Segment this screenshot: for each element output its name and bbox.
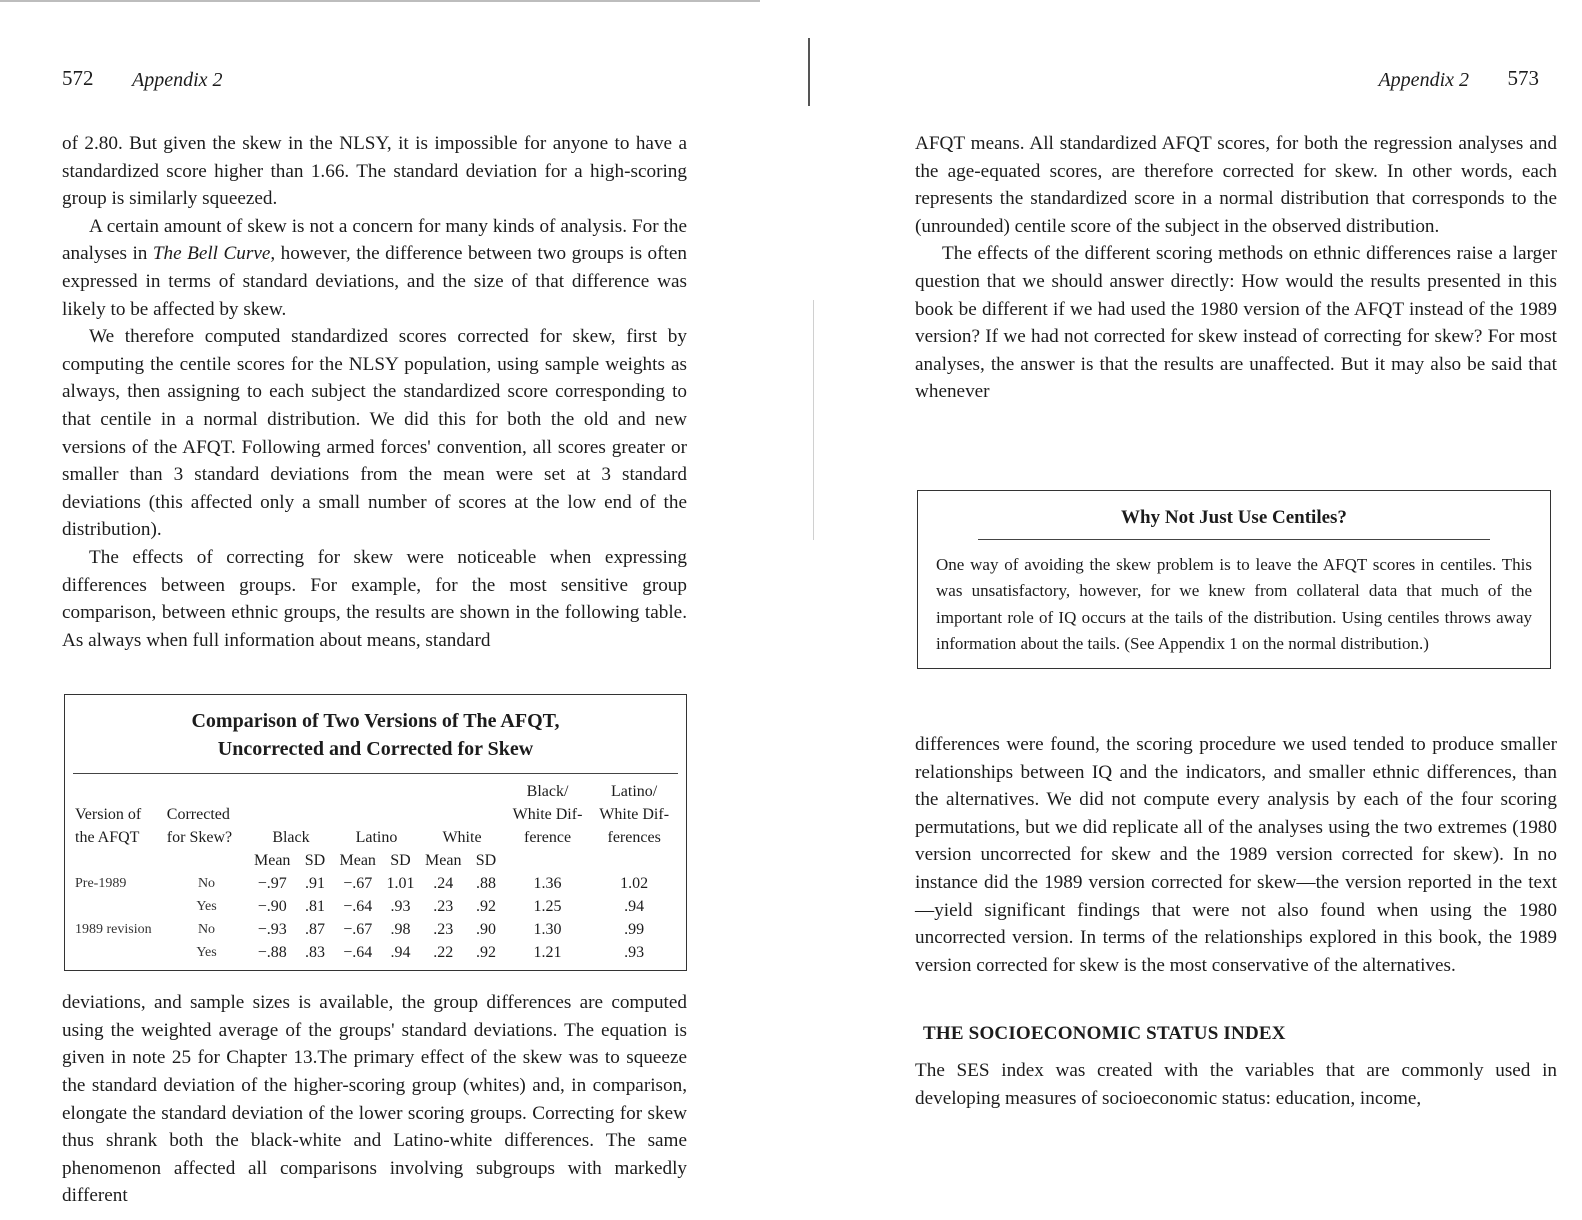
table-title xyxy=(73,707,678,763)
table-cell: 1.01 xyxy=(386,875,415,893)
table-cell: .94 xyxy=(390,944,411,962)
table-cell: .87 xyxy=(304,921,325,939)
comparison-table-box xyxy=(64,694,687,971)
col-header: the AFQT xyxy=(75,829,140,847)
table-cell: −.88 xyxy=(257,944,287,962)
table-cell: 1.36 xyxy=(533,875,562,893)
col-header: White Dif- xyxy=(599,806,670,824)
paragraph: AFQT means. All standardized AFQT scores, for both the regression analyses and the age-equated scores, are therefore corrected for skew. In other words, each represents the standardized score in a normal distribution that corresponds to the (unrounded) centile score of the subject in the observed distribution. xyxy=(915,133,1557,237)
paragraph: The SES index was created with the variables that are commonly used in developing measures of socioeconomic status: education, income, xyxy=(915,1060,1557,1109)
table-header-row xyxy=(73,780,678,803)
table-cell: .88 xyxy=(475,875,496,893)
running-head-title: Appendix 2 xyxy=(1378,69,1469,91)
table-cell: .91 xyxy=(304,875,325,893)
table-cell: .99 xyxy=(624,921,645,939)
top-edge-line xyxy=(0,0,760,2)
table-cell: 1.21 xyxy=(533,944,562,962)
sub-header: Mean xyxy=(339,852,376,870)
table-cell: .93 xyxy=(624,944,645,962)
paragraph: We therefore computed standardized scores corrected for skew, first by computing the centile scores for the NLSY population, using sample weights as always, then assigning to each subject the standardized score corresponding to that centile in a normal distribution. We did this for both the old and new versions of the AFQT. Following armed forces' convention, all scores greater or smaller than 3 standard deviations from the mean were set at 3 standard deviations (this affected only a small number of scores at the low end of the distribution). xyxy=(62,326,687,541)
table-cell: .93 xyxy=(390,898,411,916)
col-header: Corrected xyxy=(166,806,230,824)
col-header: ferences xyxy=(607,829,661,847)
col-header: Latino/ xyxy=(611,783,658,801)
afqt-table xyxy=(73,780,678,964)
paragraph-text: A certain amount of skew is not a concern for many kinds of analysis. For the analyses in xyxy=(62,215,687,265)
table-header-row xyxy=(73,826,678,849)
paragraph-text: , however, the difference between two groups is often expressed in terms of standard deviations, and the size of that difference was likely to be affected by skew. xyxy=(62,243,687,320)
table-subheader-row xyxy=(73,849,678,872)
sidebar-text: One way of avoiding the skew problem is to leave the AFQT scores in centiles. This was unsatisfactory, however, for we knew from collateral data that much of the important role of IQ occurs at the tails of the distribution. Using centiles throws away information about the tails. (See Appendix 1 on the normal distribution.) xyxy=(936,554,1532,654)
table-cell: No xyxy=(197,876,216,892)
sub-header: Mean xyxy=(253,852,291,870)
table-row xyxy=(73,918,678,941)
table-cell: .90 xyxy=(475,921,496,939)
paragraph: of 2.80. But given the skew in the NLSY, it is impossible for anyone to have a standardized score higher than 1.66. The standard deviation for a high-scoring group is similarly squeezed. xyxy=(62,133,687,210)
book-gutter xyxy=(808,38,810,106)
sidebar-rule xyxy=(978,539,1491,540)
table-cell xyxy=(73,895,165,918)
table-cell: No xyxy=(197,922,216,938)
table-cell: −.64 xyxy=(343,898,373,916)
sub-header: SD xyxy=(475,852,497,870)
table-cell: .22 xyxy=(433,944,454,962)
table-cell: −.64 xyxy=(343,944,373,962)
sidebar-title: Why Not Just Use Centiles? xyxy=(1121,506,1347,528)
running-head-title: Appendix 2 xyxy=(132,69,223,91)
table-cell: .83 xyxy=(304,944,325,962)
table-cell: 1.30 xyxy=(533,921,562,939)
table-title-line: Uncorrected and Corrected for Skew xyxy=(217,738,534,761)
table-cell: −.97 xyxy=(257,875,287,893)
sub-header: SD xyxy=(390,852,411,870)
table-cell: Yes xyxy=(196,899,217,915)
table-cell: −.93 xyxy=(257,921,287,939)
paragraph: The effects of correcting for skew were noticeable when expressing differences between groups. For example, for the most sensitive group comparison, between ethnic groups, the results are shown in the following table. As always when full information about means, standard xyxy=(62,546,687,651)
col-header: Black xyxy=(272,829,310,847)
table-cell: .92 xyxy=(475,944,496,962)
table-row xyxy=(73,941,678,964)
col-header: for Skew? xyxy=(166,829,233,847)
table-title-line: Comparison of Two Versions of The AFQT, xyxy=(191,710,560,733)
col-header: Version of xyxy=(75,806,142,824)
section-heading: THE SOCIOECONOMIC STATUS INDEX xyxy=(923,1023,1286,1045)
table-cell: .92 xyxy=(475,898,496,916)
col-header: White xyxy=(442,829,482,847)
book-gutter-shadow xyxy=(813,300,814,540)
table-cell: Pre-1989 xyxy=(75,876,127,892)
sub-header: Mean xyxy=(425,852,462,870)
table-cell: −.90 xyxy=(257,898,287,916)
col-header: ference xyxy=(524,829,572,847)
table-cell: .23 xyxy=(433,921,454,939)
page-number: 572 xyxy=(62,66,94,90)
col-header: White Dif- xyxy=(512,806,583,824)
table-cell: Yes xyxy=(196,945,217,961)
book-title-italic: The Bell Curve xyxy=(152,243,271,265)
paragraph: deviations, and sample sizes is available, the group differences are computed using the weighted average of the groups' standard deviations. The equation is given in note 25 for Chapter 13.The primary effect of the skew was to squeeze the standard deviation of the higher-scoring group (whites) and, in comparison, elongate the standard deviation of the lower scoring groups. Correcting for skew thus shrank both the black-white and Latino-white differences. The same phenomenon affected all comparisons involving subgroups with markedly different xyxy=(62,992,687,1207)
table-cell: .98 xyxy=(390,921,411,939)
left-running-head xyxy=(62,66,687,98)
table-rule xyxy=(73,773,678,774)
right-page xyxy=(915,66,1557,1112)
right-running-head xyxy=(915,66,1557,98)
table-cell: 1.25 xyxy=(533,898,562,916)
page-number: 573 xyxy=(1507,66,1539,90)
paragraph xyxy=(62,213,687,323)
sidebar-box xyxy=(917,490,1551,669)
paragraph: The effects of the different scoring methods on ethnic differences raise a larger question that we should answer directly: How would the results presented in this book be different if we had used the 1980 version of the AFQT instead of the 1989 version? If we had not corrected for skew instead of correcting for skew? For most analyses, the answer is that the results are unaffected. But it may also be said that whenever xyxy=(915,243,1557,403)
table-cell: .81 xyxy=(304,898,325,916)
sub-header: SD xyxy=(304,852,326,870)
table-cell: −.67 xyxy=(343,921,373,939)
table-header-row xyxy=(73,803,678,826)
left-page xyxy=(62,66,687,1210)
table-cell xyxy=(73,941,165,964)
table-cell: 1989 revision xyxy=(75,922,152,938)
table-row xyxy=(73,872,678,895)
col-header: Latino xyxy=(355,829,398,847)
col-header: Black/ xyxy=(526,783,569,801)
table-cell: −.67 xyxy=(343,875,373,893)
table-row xyxy=(73,895,678,918)
table-cell: .94 xyxy=(624,898,645,916)
table-cell: .23 xyxy=(433,898,454,916)
table-cell: .24 xyxy=(433,875,454,893)
paragraph: differences were found, the scoring procedure we used tended to produce smaller relationships between IQ and the indicators, and smaller ethnic differences, than the alternatives. We did not compute every analysis by each of the four scoring permutations, but we did replicate all of the analyses using the two extremes (1980 version uncorrected for skew and the 1989 version corrected for skew). In no instance did the 1989 version corrected for skew—the version reported in the text—yield significant findings that were not also found when using the 1980 uncorrected version. In terms of the relationships explored in this book, the 1989 version corrected for skew is the most conservative of the alternatives. xyxy=(915,733,1557,976)
table-cell: 1.02 xyxy=(620,875,649,893)
